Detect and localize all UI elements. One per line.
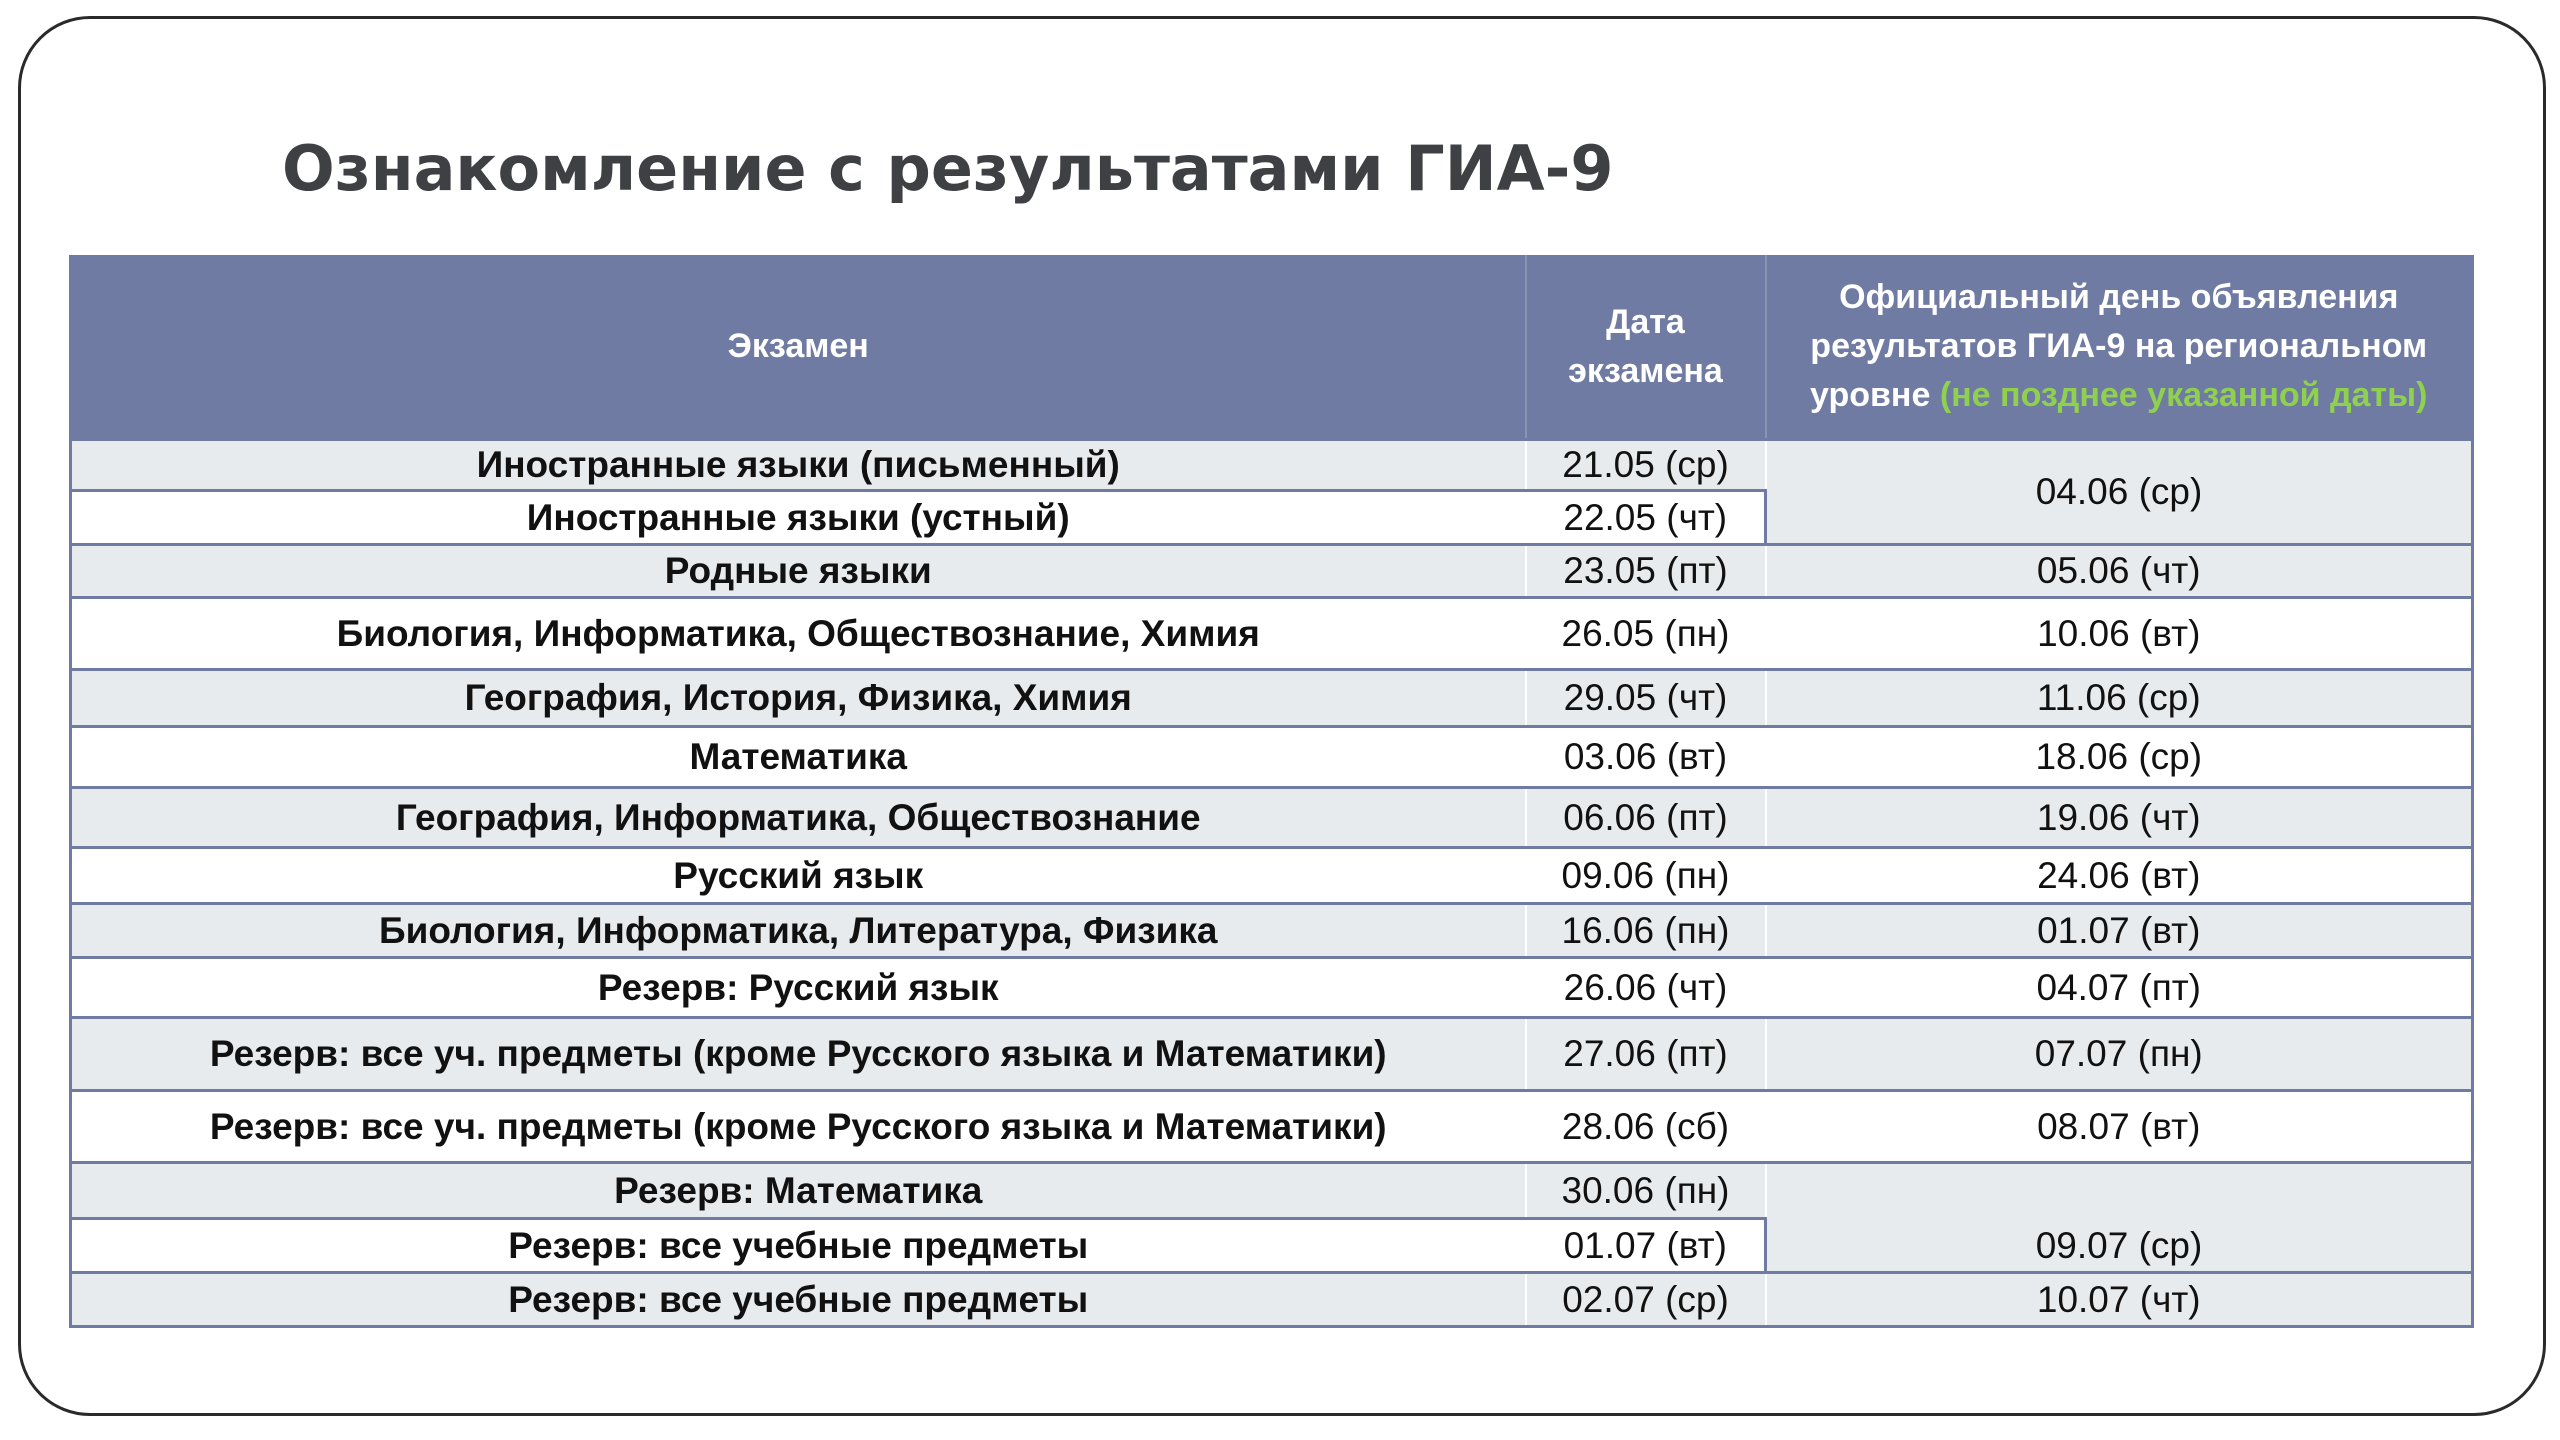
date-cell: 21.05 (ср): [1526, 440, 1766, 491]
table-row: [71, 1091, 2473, 1163]
result-cell: 05.06 (чт): [1766, 545, 2473, 598]
result-cell: 08.07 (вт): [1766, 1091, 2473, 1163]
exam-cell: Математика: [71, 727, 1526, 788]
exam-cell: Резерв: все учебные предметы: [71, 1219, 1526, 1273]
result-cell: 11.06 (ср): [1766, 670, 2473, 727]
header-result-line1: Официальный день объявления: [1839, 278, 2399, 316]
result-cell: 07.07 (пн): [1766, 1018, 2473, 1091]
date-cell: 03.06 (вт): [1526, 727, 1766, 788]
header-result-line2: результатов ГИА-9 на региональном: [1810, 327, 2428, 365]
exam-cell: Резерв: все учебные предметы: [71, 1273, 1526, 1327]
exam-cell: Биология, Информатика, Литература, Физика: [71, 904, 1526, 958]
page-title: Ознакомление с результатами ГИА-9: [282, 132, 1614, 205]
result-cell: 10.06 (вт): [1766, 598, 2473, 670]
date-cell: 27.06 (пт): [1526, 1018, 1766, 1091]
table-row: [71, 958, 2473, 1018]
header-exam: Экзамен: [71, 255, 1526, 440]
table-header-row: [71, 255, 2473, 440]
table-row: [71, 904, 2473, 958]
exam-cell: Резерв: Математика: [71, 1163, 1526, 1219]
table-row: [71, 598, 2473, 670]
exam-cell: География, Информатика, Обществознание: [71, 788, 1526, 848]
table-row: [71, 848, 2473, 904]
result-cell: 09.07 (ср): [1766, 1163, 2473, 1273]
result-cell: 24.06 (вт): [1766, 848, 2473, 904]
header-date-line1: Дата: [1606, 302, 1685, 341]
table-row: [71, 1018, 2473, 1091]
date-cell: 16.06 (пн): [1526, 904, 1766, 958]
exam-cell: География, История, Физика, Химия: [71, 670, 1526, 727]
exam-cell: Родные языки: [71, 545, 1526, 598]
date-cell: 30.06 (пн): [1526, 1163, 1766, 1219]
table-row: [71, 670, 2473, 727]
date-cell: 09.06 (пн): [1526, 848, 1766, 904]
result-cell: 18.06 (ср): [1766, 727, 2473, 788]
result-cell: 10.07 (чт): [1766, 1273, 2473, 1327]
result-cell: 04.06 (ср): [1766, 440, 2473, 545]
exam-cell: Резерв: все уч. предметы (кроме Русского языка и Математики): [71, 1091, 1526, 1163]
table-row: [71, 545, 2473, 598]
date-cell: 01.07 (вт): [1526, 1219, 1766, 1273]
date-cell: 29.05 (чт): [1526, 670, 1766, 727]
date-cell: 26.06 (чт): [1526, 958, 1766, 1018]
date-cell: 06.06 (пт): [1526, 788, 1766, 848]
header-result-line3: уровне: [1810, 376, 1940, 414]
header-exam-date: [1526, 255, 1766, 440]
exam-cell: Русский язык: [71, 848, 1526, 904]
results-schedule-table: [69, 255, 2474, 1328]
exam-cell: Иностранные языки (устный): [71, 491, 1526, 545]
table-row: [71, 1163, 2473, 1219]
date-cell: 23.05 (пт): [1526, 545, 1766, 598]
header-date-line2: экзамена: [1568, 351, 1723, 390]
table-row: [71, 1273, 2473, 1327]
exam-cell: Иностранные языки (письменный): [71, 440, 1526, 491]
exam-cell: Биология, Информатика, Обществознание, Химия: [71, 598, 1526, 670]
exam-cell: Резерв: Русский язык: [71, 958, 1526, 1018]
date-cell: 28.06 (сб): [1526, 1091, 1766, 1163]
table-row: [71, 727, 2473, 788]
table-row: [71, 788, 2473, 848]
exam-cell: Резерв: все уч. предметы (кроме Русского языка и Математики): [71, 1018, 1526, 1091]
result-cell: 19.06 (чт): [1766, 788, 2473, 848]
header-result-highlight: (не позднее указанной даты): [1939, 376, 2428, 414]
header-results-day: [1766, 255, 2473, 440]
result-cell: 01.07 (вт): [1766, 904, 2473, 958]
date-cell: 22.05 (чт): [1526, 491, 1766, 545]
date-cell: 02.07 (ср): [1526, 1273, 1766, 1327]
result-cell: 04.07 (пт): [1766, 958, 2473, 1018]
date-cell: 26.05 (пн): [1526, 598, 1766, 670]
table-row: [71, 440, 2473, 491]
